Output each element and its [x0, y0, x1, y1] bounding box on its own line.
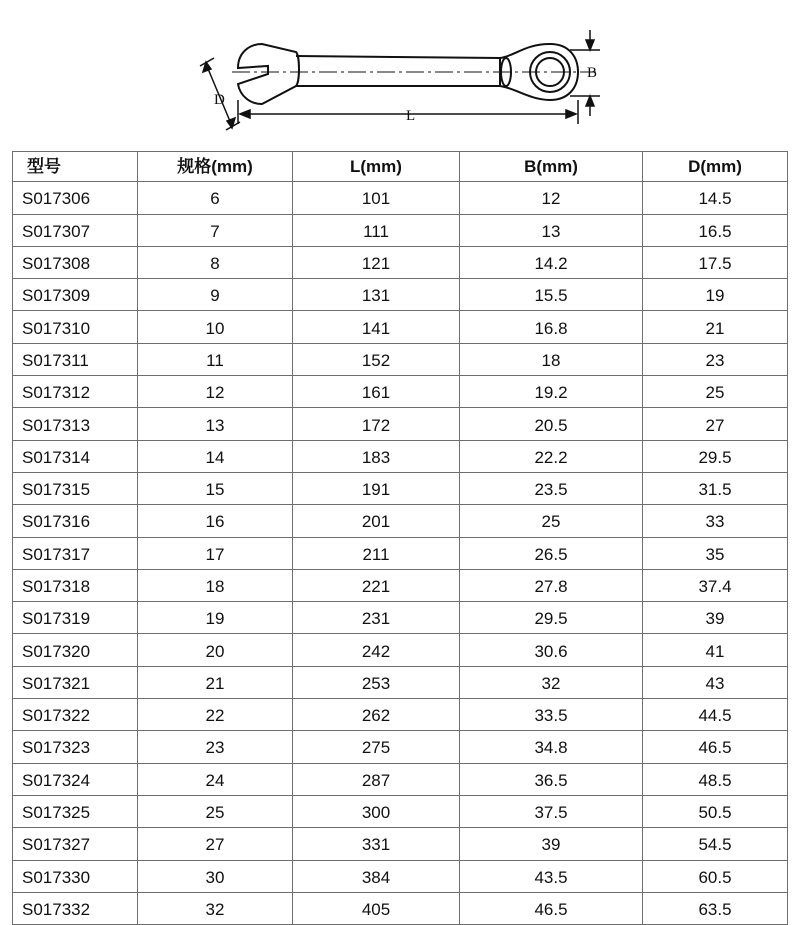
- cell-length: 183: [293, 440, 460, 472]
- cell-d: 31.5: [643, 472, 788, 504]
- cell-d: 48.5: [643, 763, 788, 795]
- cell-size: 14: [138, 440, 293, 472]
- cell-d: 39: [643, 602, 788, 634]
- table-row: [13, 279, 788, 311]
- cell-size: 21: [138, 666, 293, 698]
- column-header-d: D(mm): [643, 152, 788, 182]
- cell-b: 39: [460, 828, 643, 860]
- cell-model: S017316: [13, 505, 138, 537]
- table-row: [13, 246, 788, 278]
- cell-size: 15: [138, 472, 293, 504]
- table-row: [13, 763, 788, 795]
- cell-size: 9: [138, 279, 293, 311]
- combination-wrench-drawing: [0, 0, 800, 150]
- cell-d: 33: [643, 505, 788, 537]
- cell-model: S017318: [13, 569, 138, 601]
- cell-length: 191: [293, 472, 460, 504]
- cell-model: S017330: [13, 860, 138, 892]
- table-row: [13, 860, 788, 892]
- cell-model: S017315: [13, 472, 138, 504]
- cell-b: 30.6: [460, 634, 643, 666]
- cell-b: 29.5: [460, 602, 643, 634]
- cell-model: S017321: [13, 666, 138, 698]
- cell-length: 287: [293, 763, 460, 795]
- cell-model: S017308: [13, 246, 138, 278]
- cell-size: 8: [138, 246, 293, 278]
- table-row: [13, 472, 788, 504]
- table-row: [13, 569, 788, 601]
- table-row: [13, 699, 788, 731]
- cell-model: S017325: [13, 795, 138, 827]
- table-row: [13, 602, 788, 634]
- cell-d: 60.5: [643, 860, 788, 892]
- cell-length: 131: [293, 279, 460, 311]
- cell-d: 35: [643, 537, 788, 569]
- cell-length: 201: [293, 505, 460, 537]
- table-row: [13, 343, 788, 375]
- cell-b: 18: [460, 343, 643, 375]
- cell-b: 14.2: [460, 246, 643, 278]
- table-row: [13, 731, 788, 763]
- cell-d: 27: [643, 408, 788, 440]
- column-header-model: 型号: [13, 152, 138, 182]
- cell-size: 7: [138, 214, 293, 246]
- spec-table: [12, 151, 788, 925]
- d-label: D: [214, 92, 225, 108]
- table-row: [13, 892, 788, 924]
- cell-size: 25: [138, 795, 293, 827]
- cell-size: 12: [138, 376, 293, 408]
- cell-length: 101: [293, 182, 460, 214]
- table-header-row: [13, 152, 788, 182]
- cell-b: 34.8: [460, 731, 643, 763]
- table-row: [13, 505, 788, 537]
- cell-model: S017309: [13, 279, 138, 311]
- cell-size: 6: [138, 182, 293, 214]
- cell-d: 46.5: [643, 731, 788, 763]
- cell-size: 30: [138, 860, 293, 892]
- cell-length: 141: [293, 311, 460, 343]
- cell-d: 50.5: [643, 795, 788, 827]
- cell-model: S017306: [13, 182, 138, 214]
- cell-size: 17: [138, 537, 293, 569]
- cell-model: S017320: [13, 634, 138, 666]
- l-label: L: [406, 108, 416, 124]
- cell-d: 29.5: [643, 440, 788, 472]
- cell-d: 37.4: [643, 569, 788, 601]
- cell-model: S017307: [13, 214, 138, 246]
- cell-model: S017323: [13, 731, 138, 763]
- table-row: [13, 634, 788, 666]
- cell-size: 13: [138, 408, 293, 440]
- cell-size: 16: [138, 505, 293, 537]
- table-row: [13, 376, 788, 408]
- wrench-handle: [296, 56, 500, 86]
- cell-model: S017313: [13, 408, 138, 440]
- table-row: [13, 828, 788, 860]
- cell-b: 20.5: [460, 408, 643, 440]
- cell-length: 172: [293, 408, 460, 440]
- cell-length: 231: [293, 602, 460, 634]
- cell-d: 14.5: [643, 182, 788, 214]
- cell-length: 242: [293, 634, 460, 666]
- cell-d: 21: [643, 311, 788, 343]
- cell-size: 20: [138, 634, 293, 666]
- cell-length: 221: [293, 569, 460, 601]
- cell-b: 46.5: [460, 892, 643, 924]
- cell-length: 384: [293, 860, 460, 892]
- cell-size: 32: [138, 892, 293, 924]
- cell-d: 23: [643, 343, 788, 375]
- column-header-length: L(mm): [293, 152, 460, 182]
- cell-b: 43.5: [460, 860, 643, 892]
- cell-d: 41: [643, 634, 788, 666]
- cell-model: S017324: [13, 763, 138, 795]
- table-row: [13, 311, 788, 343]
- cell-size: 22: [138, 699, 293, 731]
- cell-length: 262: [293, 699, 460, 731]
- cell-length: 331: [293, 828, 460, 860]
- cell-length: 275: [293, 731, 460, 763]
- cell-model: S017332: [13, 892, 138, 924]
- table-row: [13, 795, 788, 827]
- table-row: [13, 408, 788, 440]
- cell-d: 63.5: [643, 892, 788, 924]
- cell-b: 22.2: [460, 440, 643, 472]
- cell-length: 405: [293, 892, 460, 924]
- cell-b: 26.5: [460, 537, 643, 569]
- open-end-jaw: [238, 44, 299, 104]
- cell-d: 17.5: [643, 246, 788, 278]
- cell-d: 16.5: [643, 214, 788, 246]
- cell-model: S017312: [13, 376, 138, 408]
- table-row: [13, 214, 788, 246]
- cell-b: 32: [460, 666, 643, 698]
- cell-model: S017322: [13, 699, 138, 731]
- cell-size: 23: [138, 731, 293, 763]
- cell-d: 54.5: [643, 828, 788, 860]
- cell-b: 23.5: [460, 472, 643, 504]
- cell-size: 11: [138, 343, 293, 375]
- cell-d: 44.5: [643, 699, 788, 731]
- cell-length: 211: [293, 537, 460, 569]
- cell-b: 15.5: [460, 279, 643, 311]
- cell-model: S017319: [13, 602, 138, 634]
- cell-b: 19.2: [460, 376, 643, 408]
- cell-length: 161: [293, 376, 460, 408]
- cell-size: 19: [138, 602, 293, 634]
- cell-d: 19: [643, 279, 788, 311]
- cell-model: S017327: [13, 828, 138, 860]
- b-label: B: [587, 65, 598, 81]
- cell-b: 36.5: [460, 763, 643, 795]
- cell-b: 33.5: [460, 699, 643, 731]
- cell-length: 253: [293, 666, 460, 698]
- cell-size: 18: [138, 569, 293, 601]
- wrench-dimension-diagram: [0, 0, 800, 150]
- table-row: [13, 537, 788, 569]
- column-header-size: 规格(mm): [138, 152, 293, 182]
- column-header-b: B(mm): [460, 152, 643, 182]
- cell-b: 12: [460, 182, 643, 214]
- cell-d: 43: [643, 666, 788, 698]
- cell-model: S017314: [13, 440, 138, 472]
- cell-length: 121: [293, 246, 460, 278]
- cell-size: 27: [138, 828, 293, 860]
- table-row: [13, 440, 788, 472]
- cell-b: 13: [460, 214, 643, 246]
- cell-b: 37.5: [460, 795, 643, 827]
- cell-length: 300: [293, 795, 460, 827]
- cell-b: 25: [460, 505, 643, 537]
- cell-b: 27.8: [460, 569, 643, 601]
- cell-length: 111: [293, 214, 460, 246]
- cell-model: S017311: [13, 343, 138, 375]
- cell-size: 10: [138, 311, 293, 343]
- table-body: [13, 182, 788, 925]
- table-row: [13, 182, 788, 214]
- cell-model: S017310: [13, 311, 138, 343]
- table-row: [13, 666, 788, 698]
- cell-size: 24: [138, 763, 293, 795]
- cell-d: 25: [643, 376, 788, 408]
- cell-b: 16.8: [460, 311, 643, 343]
- cell-length: 152: [293, 343, 460, 375]
- cell-model: S017317: [13, 537, 138, 569]
